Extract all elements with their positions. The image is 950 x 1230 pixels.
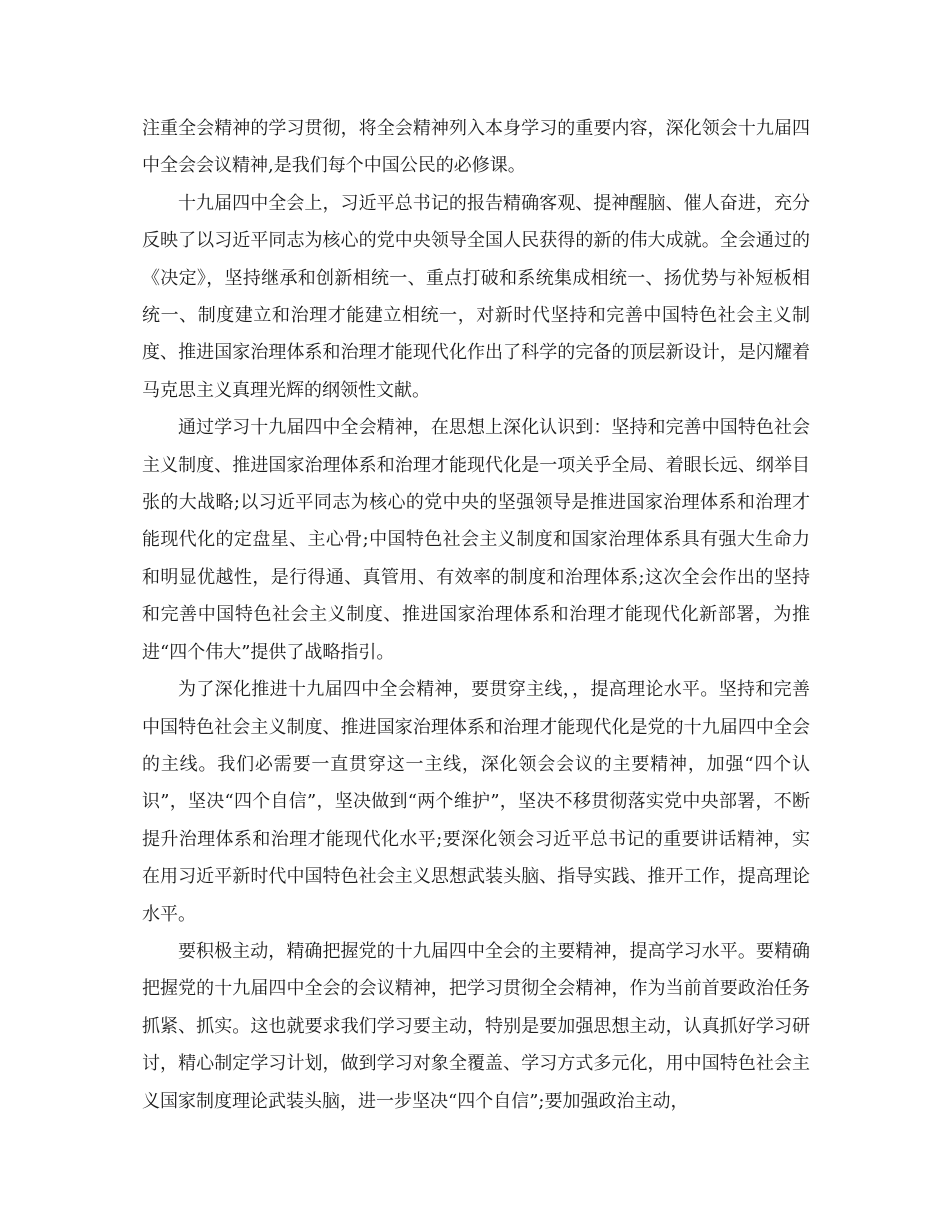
document-body (142, 110, 810, 1120)
paragraph-4: 为了深化推进十九届四中全会精神，要贯穿主线，，提高理论水平。坚持和完善中国特色社会主义制度、推进国家治理体系和治理才能现代化是党的十九届四中全会的主线。我们必需要一直贯穿这一主线，深化领会会议的主要精神，加强“四个认识”，坚决“四个自信”，坚决做到“两个维护”，坚决不移贯彻落实党中央部署，不断提升治理体系和治理才能现代化水平;要深化领会习近平总书记的重要讲话精神，实在用习近平新时代中国特色社会主义思想武装头脑、指导实践、推开工作，提高理论水平。 (142, 679, 810, 925)
paragraph-5: 要积极主动，精确把握党的十九届四中全会的主要精神，提高学习水平。要精确把握党的十九届四中全会的会议精神，把学习贯彻全会精神，作为当前首要政治任务抓紧、抓实。这也就要求我们学习要主动，特别是要加强思想主动，认真抓好学习研讨，精心制定学习计划，做到学习对象全覆盖、学习方式多元化，用中国特色社会主义国家制度理论武装头脑，进一步坚决“四个自信”;要加强政治主动， (142, 940, 810, 1112)
paragraph-2: 十九届四中全会上，习近平总书记的报告精确客观、提神醒脑、催人奋进，充分反映了以习近平同志为核心的党中央领导全国人民获得的新的伟大成就。全会通过的《决定》，坚持继承和创新相统一、重点打破和系统集成相统一、扬优势与补短板相统一、制度建立和治理才能建立相统一，对新时代坚持和完善中国特色社会主义制度、推进国家治理体系和治理才能现代化作出了科学的完备的顶层新设计，是闪耀着马克思主义真理光辉的纲领性文献。 (142, 192, 810, 401)
paragraph-1: 注重全会精神的学习贯彻，将全会精神列入本身学习的重要内容，深化领会十九届四中全会会议精神,是我们每个中国公民的必修课。 (142, 118, 810, 177)
paragraph-3: 通过学习十九届四中全会精神，在思想上深化认识到：坚持和完善中国特色社会主义制度、推进国家治理体系和治理才能现代化是一项关乎全局、着眼长远、纲举目张的大战略;以习近平同志为核心的党中央的坚强领导是推进国家治理体系和治理才能现代化的定盘星、主心骨;中国特色社会主义制度和国家治理体系具有强大生命力和明显优越性，是行得通、真管用、有效率的制度和治理体系;这次全会作出的坚持和完善中国特色社会主义制度、推进国家治理体系和治理才能现代化新部署，为推进“四个伟大”提供了战略指引。 (142, 417, 810, 663)
